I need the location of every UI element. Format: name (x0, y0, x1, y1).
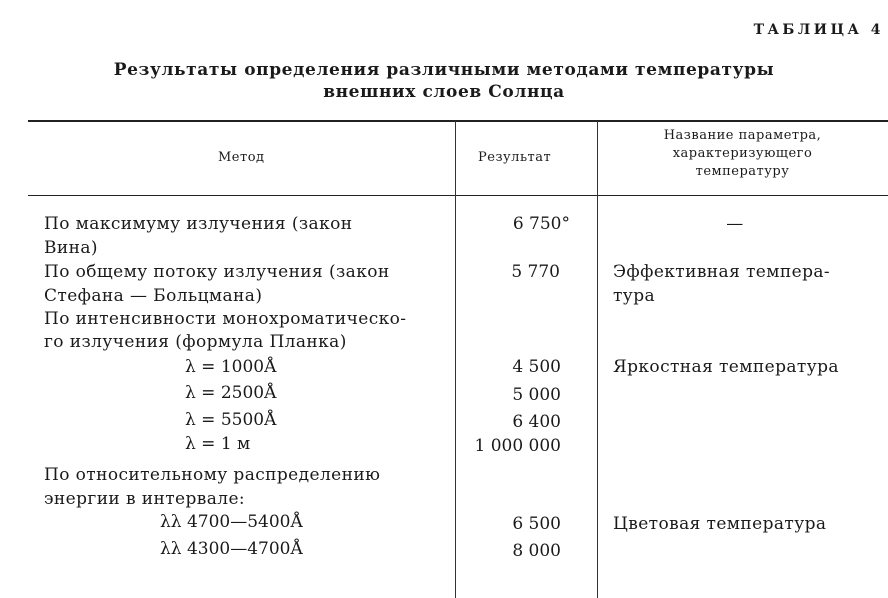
row-relative-line2: энергии в интервале: (44, 489, 246, 509)
planck-lambda: λ = 1000Å (185, 357, 277, 377)
planck-value: 6 400 (512, 412, 561, 432)
table-title-line1: Результаты определения различными методами температуры (113, 60, 775, 80)
planck-value: 4 500 (512, 357, 561, 377)
header-param-line1: Название параметра, (663, 128, 822, 143)
planck-value: 1 000 000 (474, 436, 561, 456)
relative-lambda: λλ 4300—4700Å (160, 539, 303, 559)
planck-value: 5 000 (512, 385, 561, 405)
header-method: Метод (218, 150, 265, 165)
planck-lambda: λ = 5500Å (185, 410, 277, 430)
relative-value: 6 500 (512, 514, 561, 534)
header-param-line2: характеризующего (672, 146, 813, 161)
row-wien-value: 6 750° (512, 214, 570, 234)
header-param-line3: температуру (695, 164, 790, 179)
table-title-line2: внешних слоев Солнца (323, 82, 565, 102)
row-wien-param: — (726, 214, 744, 234)
column-divider-2 (597, 121, 598, 598)
row-planck-line1: По интенсивности монохроматическо- (44, 309, 407, 329)
relative-value: 8 000 (512, 541, 561, 561)
row-relative-line1: По относительному распределению (44, 465, 381, 485)
row-wien-line2: Вина) (44, 238, 98, 258)
planck-lambda: λ = 2500Å (185, 383, 277, 403)
row-planck-line2: го излучения (формула Планка) (44, 332, 347, 352)
row-planck-param: Яркостная температура (613, 357, 839, 377)
planck-lambda: λ = 1 м (185, 434, 251, 454)
column-divider-1 (455, 121, 456, 598)
relative-lambda: λλ 4700—5400Å (160, 512, 303, 532)
row-stefan-value: 5 770 (511, 262, 560, 282)
row-stefan-line1: По общему потоку излучения (закон (44, 262, 390, 282)
row-stefan-param-line2: тура (613, 286, 656, 306)
row-stefan-param-line1: Эффективная темпера- (613, 262, 831, 282)
row-stefan-line2: Стефана — Больцмана) (44, 286, 263, 306)
table-top-rule (28, 120, 888, 122)
row-relative-param: Цветовая температура (613, 514, 827, 534)
header-bottom-rule (28, 195, 888, 196)
row-wien-line1: По максимуму излучения (закон (44, 214, 353, 234)
table-label: ТАБЛИЦА 4 (753, 22, 884, 38)
header-result: Результат (478, 150, 552, 165)
